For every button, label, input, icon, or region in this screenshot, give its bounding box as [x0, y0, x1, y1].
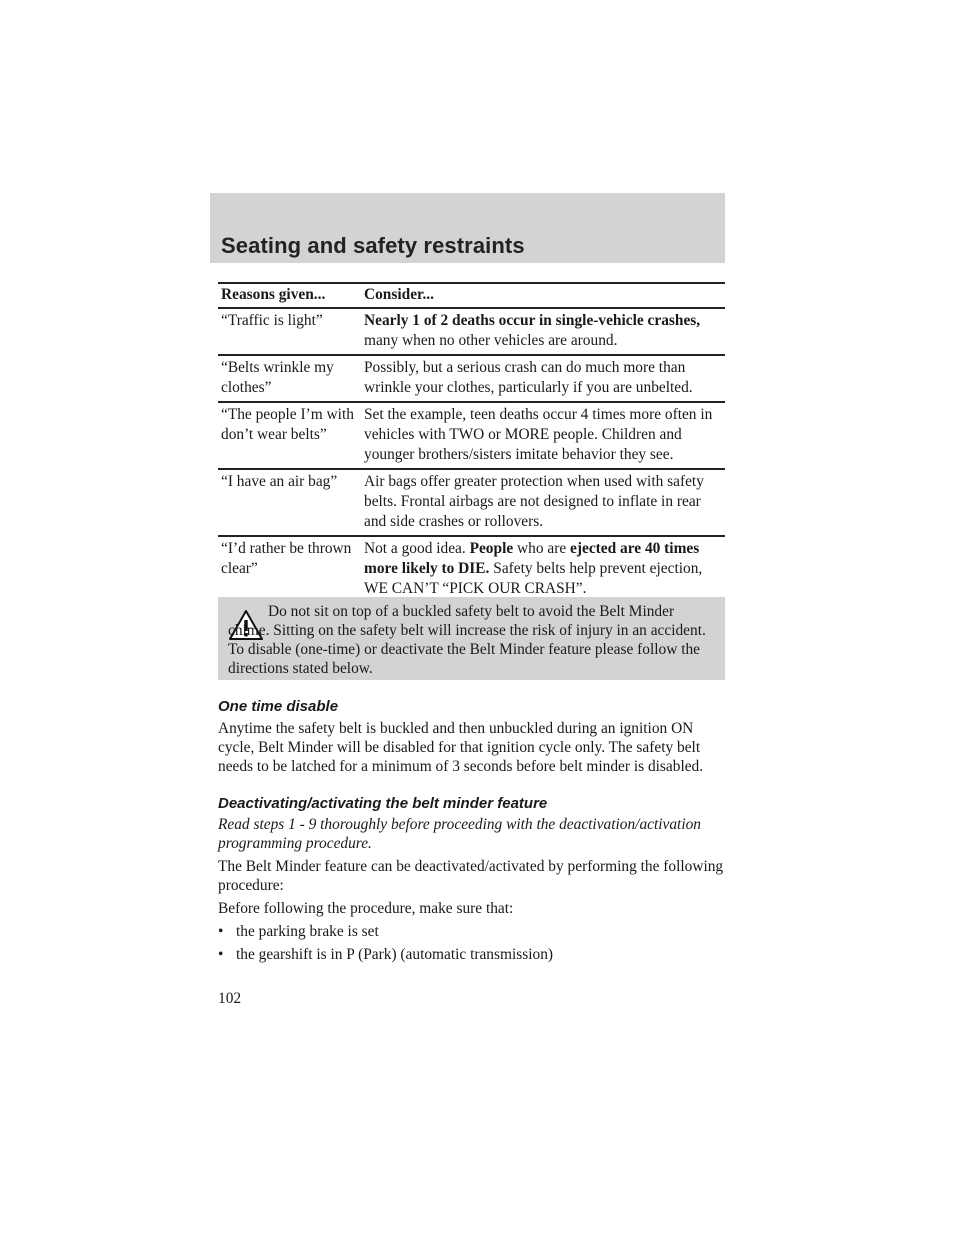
consider-cell	[360, 536, 725, 603]
page-number: 102	[218, 990, 242, 1007]
consider-bold-text: ejected are 40 times more likely to DIE.	[364, 540, 700, 577]
deactivating-heading: Deactivating/activating the belt minder feature	[218, 795, 548, 812]
consider-bold-text: People	[469, 540, 514, 557]
reason-cell: “I have an air bag”	[221, 473, 338, 490]
bullet-icon: •	[218, 946, 224, 963]
table-row	[218, 355, 725, 402]
table-header-row	[218, 283, 725, 308]
deactivating-note: Read steps 1 - 9 thoroughly before proceeding with the deactivation/activation programming procedure.	[218, 816, 701, 852]
one-time-disable-text: Anytime the safety belt is buckled and then unbuckled during an ignition ON cycle, Belt Minder will be disabled for that ignition cycle only. The safety belt needs to be latched for a minimum of 3 seconds before belt minder is disabled.	[218, 720, 704, 775]
consider-text: many when no other vehicles are around.	[364, 332, 618, 349]
consider-cell: Set the example, teen deaths occur 4 times more often in vehicles with TWO or MORE people. Children and younger brothers/sisters imitate behavior they see.	[364, 406, 713, 463]
column-header-consider: Consider...	[364, 286, 434, 303]
reason-cell: “Belts wrinkle my clothes”	[221, 359, 334, 396]
one-time-disable-heading: One time disable	[218, 698, 339, 715]
list-item-text: the gearshift is in P (Park) (automatic transmission)	[236, 946, 554, 963]
consider-cell: Air bags offer greater protection when used with safety belts. Frontal airbags are not designed to inflate in rear and side crashes or rollovers.	[364, 473, 704, 530]
list-item	[218, 945, 553, 964]
consider-cell	[360, 308, 725, 355]
consider-bold-text: Nearly 1 of 2 deaths occur in single-vehicle crashes,	[364, 312, 701, 329]
table-row	[218, 469, 725, 536]
bullet-icon: •	[218, 923, 224, 940]
warning-text: Do not sit on top of a buckled safety belt to avoid the Belt Minder chime. Sitting on the safety belt will increase the risk of injury in an accident. To disable (one-time) or deactivate the Belt Minder feature please follow the directions stated below.	[228, 603, 706, 677]
deactivating-intro: The Belt Minder feature can be deactivated/activated by performing the following procedure:	[218, 858, 724, 894]
table-row	[218, 402, 725, 469]
reason-cell: “The people I’m with don’t wear belts”	[221, 406, 354, 443]
consider-cell: Possibly, but a serious crash can do much more than wrinkle your clothes, particularly if you are unbelted.	[364, 359, 693, 396]
table-row	[218, 308, 725, 355]
consider-text: Safety belts help prevent ejection, WE CAN’T “PICK OUR CRASH”.	[364, 560, 703, 597]
before-text: Before following the procedure, make sure that:	[218, 900, 514, 917]
column-header-reasons: Reasons given...	[221, 286, 326, 303]
list-item-text: the parking brake is set	[236, 923, 379, 940]
page-title: Seating and safety restraints	[221, 233, 525, 258]
consider-text: who are	[513, 540, 571, 557]
reasons-table	[218, 282, 725, 604]
reason-cell: “I’d rather be thrown clear”	[221, 540, 352, 577]
consider-text: Not a good idea.	[364, 540, 470, 557]
reason-cell: “Traffic is light”	[221, 312, 323, 329]
list-item	[218, 922, 379, 941]
table-row	[218, 536, 725, 603]
warning-box	[218, 597, 725, 680]
